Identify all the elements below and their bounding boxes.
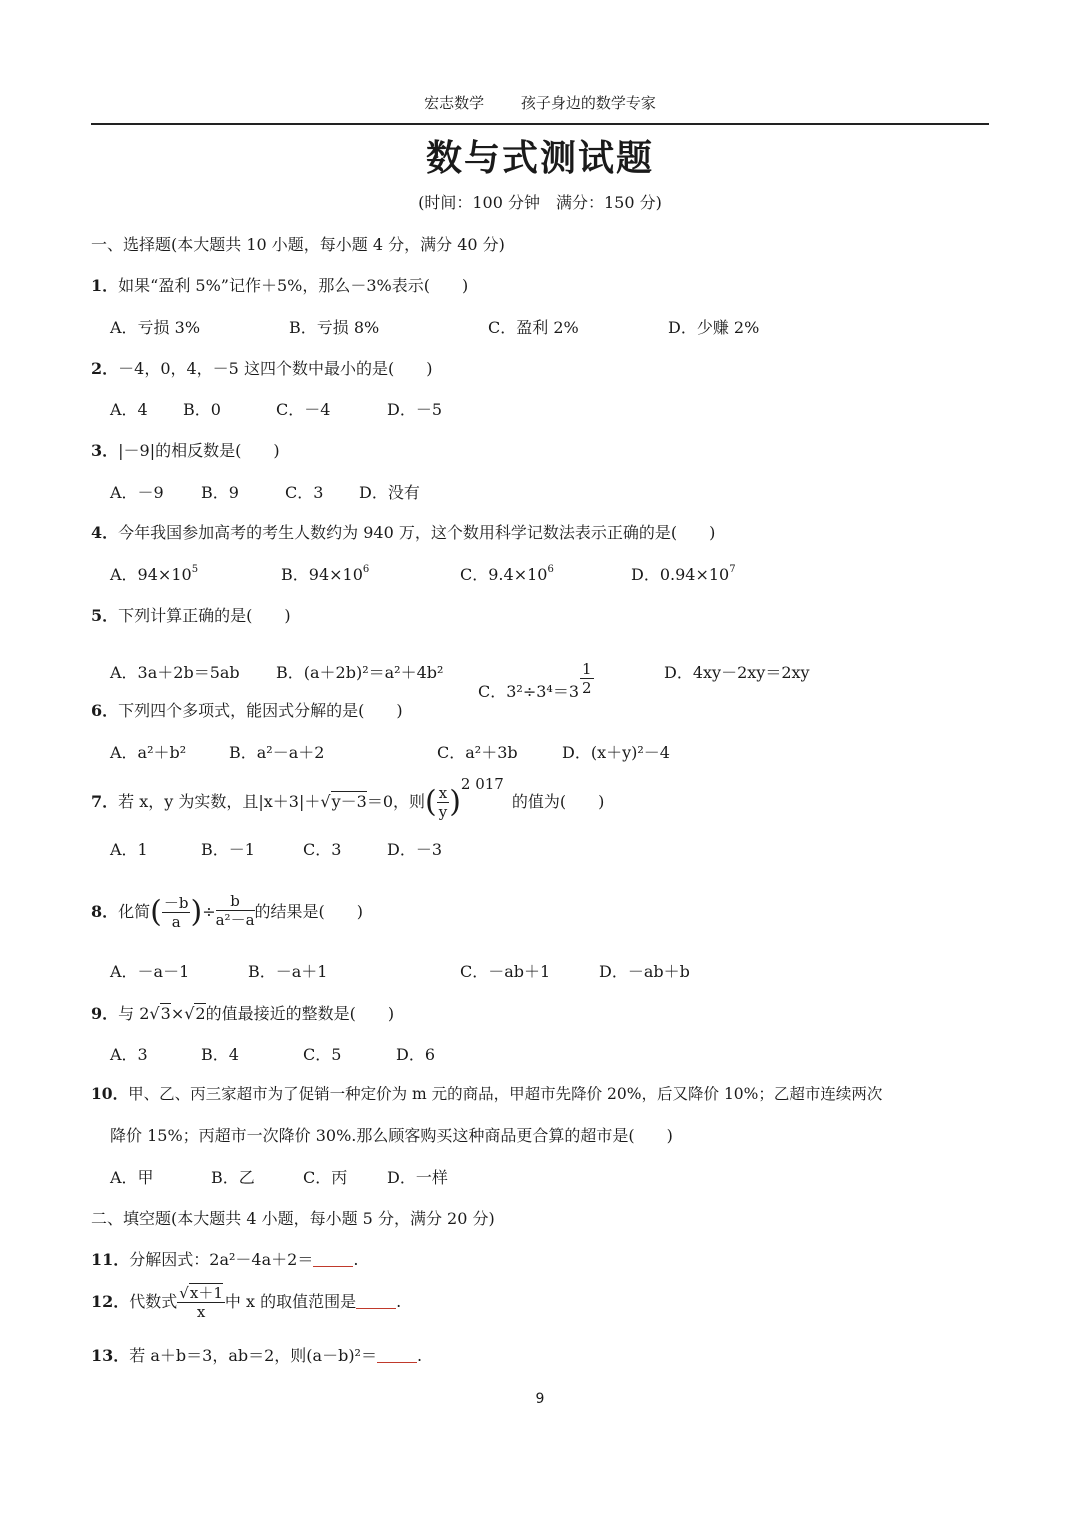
q6-option-d: D．(x＋y)²－4 — [562, 743, 670, 762]
question-8: 8．化简( $\frac{-b}{a}$ )÷ $\frac{b}{\text{a²－a}}$ 的结果是( ) — [91, 892, 364, 931]
section-1-heading: 一、选择题(本大题共 10 小题，每小题 4 分，满分 40 分) — [91, 235, 505, 254]
q7-option-b: B．－1 — [201, 840, 255, 859]
q8-option-d: D．－ab＋b — [599, 962, 690, 981]
question-1: 1．如果“盈利 5%”记作＋5%，那么－3%表示( ) — [91, 276, 469, 295]
question-11: 11．分解因式：2a²－4a＋2＝ . — [91, 1250, 359, 1269]
q12-answer-blank[interactable] — [356, 1308, 396, 1309]
q8-option-b: B．－a＋1 — [248, 962, 328, 981]
q9-option-d: D．6 — [396, 1045, 436, 1064]
q9-option-c: C．5 — [303, 1045, 342, 1064]
q5-option-a: A．3a＋2b＝5ab — [110, 663, 240, 682]
page-subtitle: (时间：100 分钟 满分：150 分) — [418, 193, 662, 212]
q10-option-a: A．甲 — [110, 1168, 154, 1187]
q7-option-a: A．1 — [110, 840, 148, 859]
question-2: 2．－4，0，4，－5 这四个数中最小的是( ) — [91, 359, 433, 378]
question-9: 9．与 2√3×√2的值最接近的整数是( ) — [91, 1004, 395, 1023]
header-brand: 宏志数学 — [424, 94, 485, 112]
q6-option-a: A．a²＋b² — [110, 743, 187, 762]
header-rule — [91, 123, 989, 125]
header-slogan: 孩子身边的数学专家 — [520, 94, 656, 112]
q10-option-d: D．一样 — [387, 1168, 448, 1187]
question-4: 4．今年我国参加高考的考生人数约为 940 万，这个数用科学记数法表示正确的是( ) — [91, 523, 716, 542]
question-12: 12．代数式 $\frac{√x+1}{x}$ 中 x 的取值范围是 . — [91, 1284, 402, 1321]
q5-option-d: D．4xy－2xy＝2xy — [664, 663, 810, 682]
q5-option-b: B．(a＋2b)²＝a²＋4b² — [276, 663, 444, 682]
q5-option-c: C．3²÷3⁴＝3 $\frac{1}{2}$ — [478, 660, 592, 701]
q4-option-d: D．$0.94\times 10^7$ — [631, 564, 736, 584]
q3-option-b: B．9 — [201, 483, 239, 502]
q6-option-b: B．a²－a＋2 — [229, 743, 325, 762]
question-10-continued: 降价 15%；丙超市一次降价 30%.那么顾客购买这种商品更合算的超市是( ) — [110, 1126, 673, 1145]
question-10: 10．甲、乙、丙三家超市为了促销一种定价为 m 元的商品，甲超市先降价 20%，后又降价 10%；乙超市连续两次 — [91, 1084, 883, 1103]
question-13: 13．若 a＋b＝3，ab＝2，则(a－b)²＝ . — [91, 1346, 423, 1365]
q13-answer-blank[interactable] — [377, 1362, 417, 1363]
q4-option-b: B．$94\times 10^6$ — [281, 564, 370, 584]
q4-option-c: C．$9.4\times 10^6$ — [460, 564, 554, 584]
q3-option-c: C．3 — [285, 483, 324, 502]
q10-option-b: B．乙 — [211, 1168, 255, 1187]
q8-option-c: C．－ab＋1 — [460, 962, 551, 981]
q4-option-a: A．$94\times 10^5$ — [110, 564, 199, 584]
q6-option-c: C．a²＋3b — [437, 743, 518, 762]
q11-answer-blank[interactable] — [313, 1266, 353, 1267]
page-header — [0, 92, 1080, 113]
q7-option-d: D．－3 — [387, 840, 443, 859]
q9-option-b: B．4 — [201, 1045, 239, 1064]
q9-option-a: A．3 — [110, 1045, 148, 1064]
question-6: 6．下列四个多项式，能因式分解的是( ) — [91, 701, 403, 720]
q1-option-a: A．亏损 3% — [110, 318, 201, 337]
q10-option-c: C．丙 — [303, 1168, 348, 1187]
q3-option-a: A．－9 — [110, 483, 164, 502]
section-2-heading: 二、填空题(本大题共 4 小题，每小题 5 分，满分 20 分) — [91, 1209, 495, 1228]
q2-option-a: A．4 — [110, 400, 148, 419]
q3-option-d: D．没有 — [359, 483, 420, 502]
page-number: 9 — [535, 1391, 545, 1407]
q2-option-d: D．－5 — [387, 400, 443, 419]
question-3: 3．|－9|的相反数是( ) — [91, 441, 280, 460]
question-7: 7．若 x，y 为实数，且|x＋3|＋√y－3＝0，则( $\frac{x}{y}$ )$^{2 017}$的值为( ) — [91, 775, 605, 821]
q2-option-c: C．－4 — [276, 400, 331, 419]
question-5: 5．下列计算正确的是( ) — [91, 606, 291, 625]
q2-option-b: B．0 — [183, 400, 221, 419]
q1-option-b: B．亏损 8% — [289, 318, 380, 337]
q1-option-d: D．少赚 2% — [668, 318, 760, 337]
q1-option-c: C．盈利 2% — [488, 318, 579, 337]
q7-option-c: C．3 — [303, 840, 342, 859]
q8-option-a: A．－a－1 — [110, 962, 190, 981]
page-title: 数与式测试题 — [425, 137, 654, 179]
